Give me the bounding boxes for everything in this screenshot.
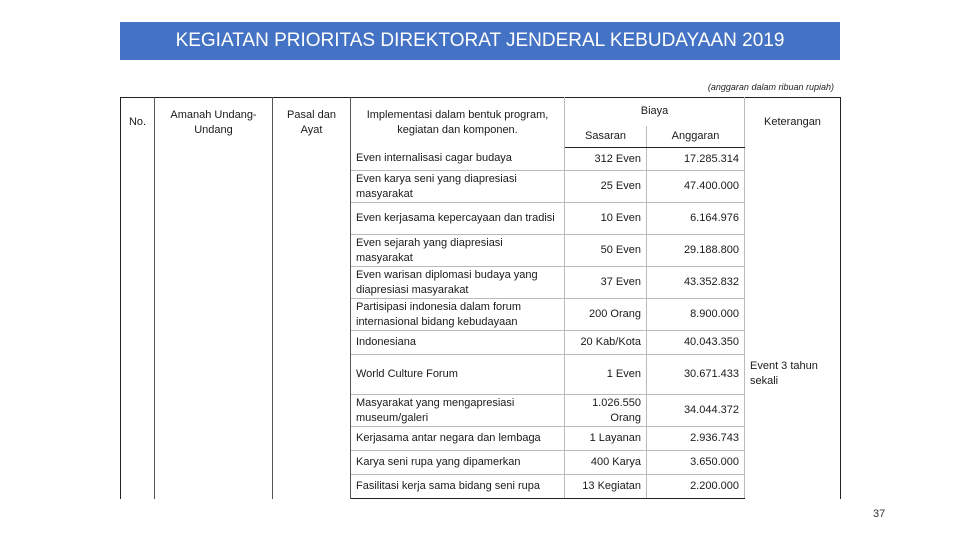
implementasi-cell: Fasilitasi kerja sama bidang seni rupa [351,475,565,499]
sasaran-cell: 10 Even [565,203,647,235]
header-anggaran: Anggaran [647,126,745,148]
anggaran-cell: 3.650.000 [647,451,745,475]
keterangan-cell: Event 3 tahun sekali [745,355,841,499]
header-implementasi: Implementasi dalam bentuk program, kegiatan dan komponen. [351,98,565,148]
sasaran-cell: 400 Karya [565,451,647,475]
header-keterangan: Keterangan [745,98,841,148]
header-no: No. [121,98,155,148]
implementasi-cell: Even sejarah yang diapresiasi masyarakat [351,235,565,267]
implementasi-cell: Even kerjasama kepercayaan dan tradisi [351,203,565,235]
implementasi-cell: World Culture Forum [351,355,565,395]
sasaran-cell: 1.026.550 Orang [565,395,647,427]
implementasi-cell: Even karya seni yang diapresiasi masyarakat [351,171,565,203]
anggaran-cell: 2.936.743 [647,427,745,451]
sasaran-cell: 200 Orang [565,299,647,331]
page-number: 37 [873,508,886,520]
anggaran-cell: 47.400.000 [647,171,745,203]
priority-activities-table [120,97,841,499]
sasaran-cell: 1 Even [565,355,647,395]
anggaran-cell: 6.164.976 [647,203,745,235]
implementasi-cell: Indonesiana [351,331,565,355]
anggaran-cell: 34.044.372 [647,395,745,427]
implementasi-cell: Even warisan diplomasi budaya yang diapresiasi masyarakat [351,267,565,299]
anggaran-cell: 2.200.000 [647,475,745,499]
anggaran-cell: 30.671.433 [647,355,745,395]
anggaran-cell: 40.043.350 [647,331,745,355]
anggaran-cell: 17.285.314 [647,148,745,171]
header-amanah: Amanah Undang- Undang [155,98,273,148]
sasaran-cell: 37 Even [565,267,647,299]
slide-title-text: KEGIATAN PRIORITAS DIREKTORAT JENDERAL KEBUDAYAAN 2019 [175,30,785,51]
slide-title [120,22,840,60]
implementasi-cell: Partisipasi indonesia dalam forum internasional bidang kebudayaan [351,299,565,331]
implementasi-cell: Even internalisasi cagar budaya [351,148,565,171]
sasaran-cell: 25 Even [565,171,647,203]
header-pasal: Pasal dan Ayat [273,98,351,148]
sasaran-cell: 50 Even [565,235,647,267]
anggaran-cell: 8.900.000 [647,299,745,331]
budget-unit-note: (anggaran dalam ribuan rupiah) [707,82,834,92]
implementasi-cell: Masyarakat yang mengapresiasi museum/galeri [351,395,565,427]
sasaran-cell: 20 Kab/Kota [565,331,647,355]
sasaran-cell: 13 Kegiatan [565,475,647,499]
implementasi-cell: Kerjasama antar negara dan lembaga [351,427,565,451]
sasaran-cell: 1 Layanan [565,427,647,451]
implementasi-cell: Karya seni rupa yang dipamerkan [351,451,565,475]
anggaran-cell: 29.188.800 [647,235,745,267]
anggaran-cell: 43.352.832 [647,267,745,299]
sasaran-cell: 312 Even [565,148,647,171]
header-biaya: Biaya [565,98,745,126]
table-row [121,148,841,171]
header-sasaran: Sasaran [565,126,647,148]
